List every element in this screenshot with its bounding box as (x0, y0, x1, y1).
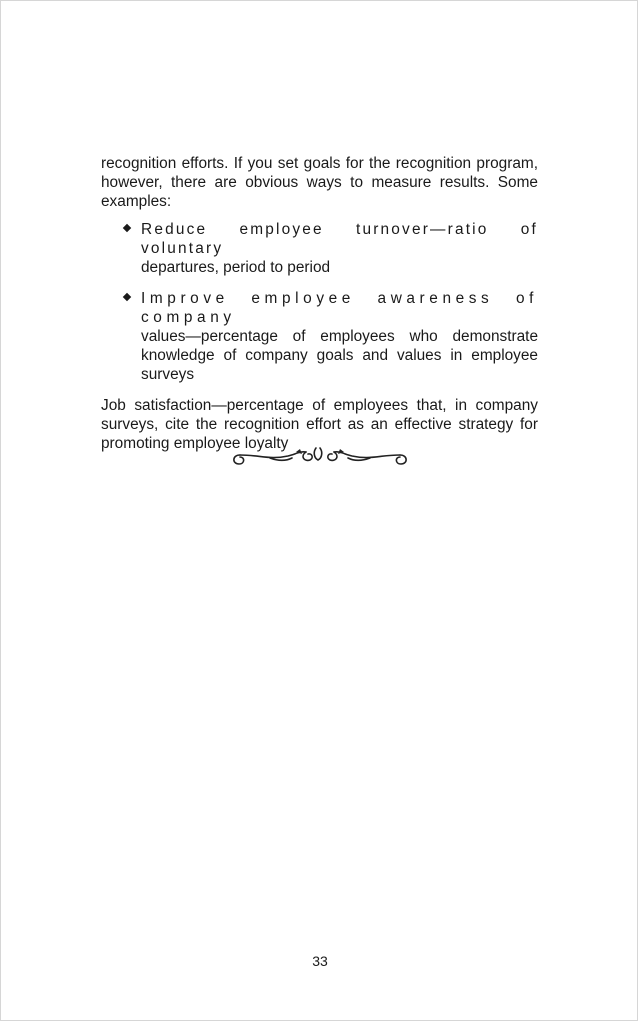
flourish-divider-icon (230, 442, 410, 468)
page-number: 33 (312, 953, 328, 969)
bullet-first-line: Reduce employee turnover—ratio of voluntary (141, 221, 538, 257)
bullet-first-line: Improve employee awareness of company (141, 290, 538, 326)
bullet-continuation: departures, period to period (141, 259, 331, 276)
diamond-bullet-icon (123, 293, 131, 301)
list-item (101, 289, 538, 384)
intro-paragraph: recognition efforts. If you set goals for the recognition program, however, there are obvious ways to measure results. Some examples: (101, 155, 538, 210)
examples-list (101, 220, 538, 384)
list-item (101, 220, 538, 277)
page-body (101, 154, 538, 453)
closing-paragraph: Job satisfaction—percentage of employees that, in company surveys, cite the recognition effort as an effective strategy for promoting employee loyalty (101, 397, 538, 452)
bullet-continuation: values—percentage of employees who demonstrate knowledge of company goals and values in employee surveys (141, 328, 538, 383)
diamond-bullet-icon (123, 224, 131, 232)
